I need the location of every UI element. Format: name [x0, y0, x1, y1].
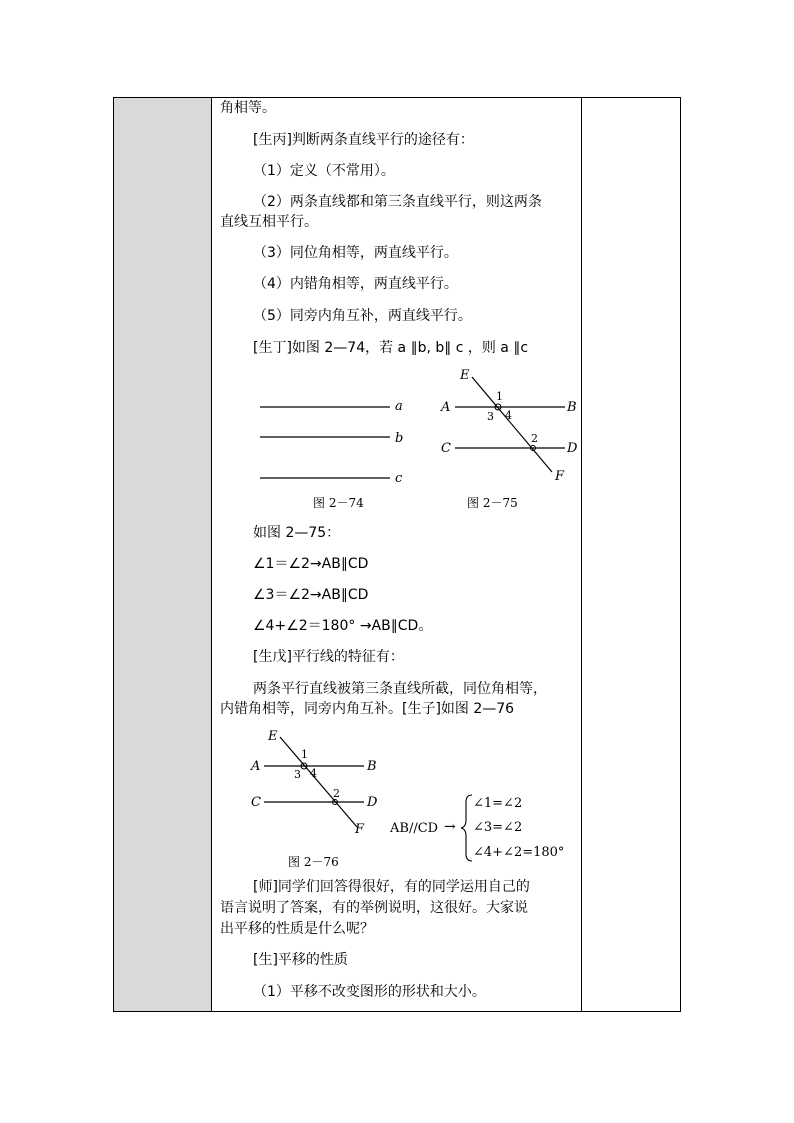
- angle-2: 2: [531, 432, 538, 445]
- text-line: ∠3＝∠2→AB∥CD: [253, 587, 369, 603]
- text-line: 如图 2—75：: [253, 525, 341, 541]
- caption-2-75: 图 2－75: [467, 496, 518, 510]
- text-line: [生戊]平行线的特征有：: [253, 649, 404, 665]
- text-line: 语言说明了答案，有的举例说明，这很好。大家说: [220, 900, 528, 916]
- point-a: A: [441, 400, 451, 415]
- label-a: a: [395, 399, 403, 414]
- caption-2-76: 图 2－76: [288, 855, 339, 869]
- text-line: [师]同学们回答得很好，有的同学运用自己的: [253, 879, 530, 895]
- angle-3: 3: [294, 768, 301, 781]
- text-line: ∠4+∠2＝180° →AB∥CD。: [253, 618, 433, 634]
- conclusion: ∠1=∠2: [473, 796, 523, 811]
- conclusion: ∠3=∠2: [473, 820, 523, 835]
- point-e: E: [460, 368, 470, 383]
- point-c: C: [251, 795, 261, 810]
- text-line: （5）同旁内角互补，两直线平行。: [253, 308, 472, 324]
- brace: [461, 795, 472, 861]
- line-ef: [280, 737, 357, 827]
- angle-4: 4: [310, 767, 317, 780]
- point-d: D: [567, 441, 578, 456]
- text-line: （2）两条直线都和第三条直线平行，则这两条: [253, 194, 542, 210]
- text-line: （3）同位角相等，两直线平行。: [253, 245, 458, 261]
- angle-3: 3: [487, 410, 494, 423]
- point-c: C: [441, 441, 451, 456]
- point-b: B: [567, 400, 577, 415]
- text-line: 直线互相平行。: [220, 214, 318, 230]
- point-f: F: [555, 469, 565, 484]
- point-b: B: [367, 759, 377, 774]
- text-line: 两条平行直线被第三条直线所截，同位角相等，: [253, 681, 547, 697]
- text-line: 角相等。: [220, 100, 276, 116]
- label-b: b: [395, 431, 404, 446]
- point-e: E: [268, 729, 278, 744]
- point-d: D: [367, 795, 378, 810]
- text-line: （1）平移不改变图形的形状和大小。: [253, 984, 486, 1000]
- text-line: [生]平移的性质: [253, 952, 348, 968]
- arrow-icon: →: [444, 819, 456, 835]
- text-line: 内错角相等，同旁内角互补。[生子]如图 2—76: [220, 701, 515, 717]
- angle-1: 1: [496, 390, 503, 403]
- label-c: c: [395, 471, 403, 486]
- premise: AB//CD: [390, 821, 439, 836]
- point-f: F: [355, 822, 365, 837]
- conclusion: ∠4+∠2=180°: [473, 845, 565, 860]
- text-line: （1）定义（不常用）。: [253, 163, 395, 179]
- text-line: [生丙]判断两条直线平行的途径有：: [253, 132, 474, 148]
- caption-2-74: 图 2－74: [313, 496, 364, 510]
- angle-1: 1: [301, 748, 308, 761]
- point-a: A: [251, 759, 261, 774]
- text-line: （4）内错角相等，两直线平行。: [253, 276, 458, 292]
- text-line: [生丁]如图 2—74，若 a ∥b, b∥ c ，则 a ∥c: [253, 340, 529, 356]
- angle-4: 4: [505, 409, 512, 422]
- angle-2: 2: [333, 787, 340, 800]
- text-line: ∠1＝∠2→AB∥CD: [253, 556, 369, 572]
- text-line: 出平移的性质是什么呢？: [220, 921, 374, 937]
